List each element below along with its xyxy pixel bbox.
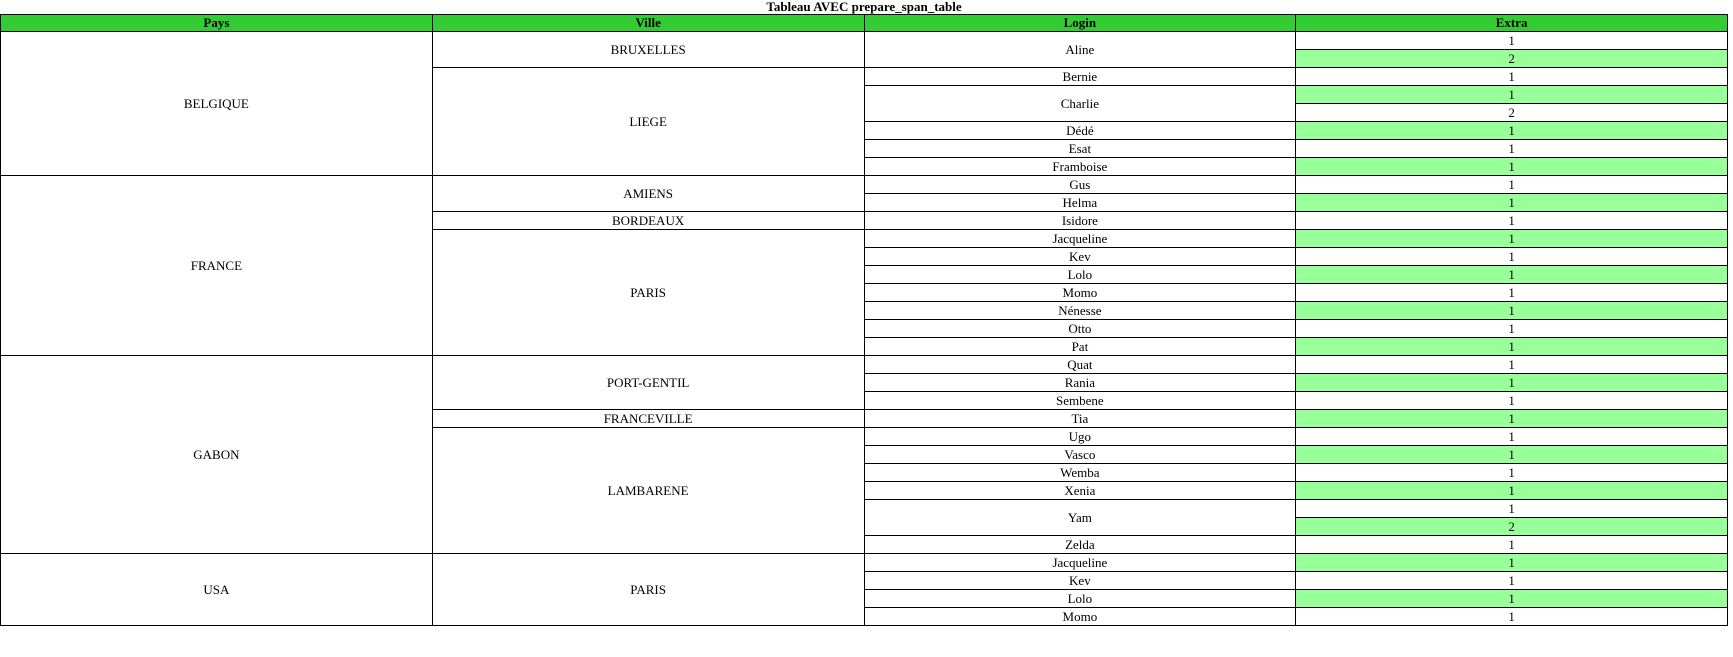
cell-ville: PARIS	[432, 554, 864, 626]
cell-login: Momo	[864, 608, 1296, 626]
table-row	[1, 176, 1728, 194]
cell-extra: 1	[1296, 302, 1728, 320]
cell-login: Nénesse	[864, 302, 1296, 320]
table-row	[1, 554, 1728, 572]
cell-extra: 1	[1296, 572, 1728, 590]
cell-extra: 1	[1296, 410, 1728, 428]
cell-extra: 1	[1296, 140, 1728, 158]
cell-extra: 1	[1296, 500, 1728, 518]
cell-extra: 1	[1296, 248, 1728, 266]
cell-pays: USA	[1, 554, 433, 626]
cell-extra: 1	[1296, 554, 1728, 572]
cell-ville: PARIS	[432, 230, 864, 356]
cell-extra: 1	[1296, 590, 1728, 608]
cell-extra: 1	[1296, 338, 1728, 356]
cell-extra: 1	[1296, 374, 1728, 392]
header-row	[1, 15, 1728, 32]
cell-extra: 1	[1296, 32, 1728, 50]
cell-extra: 1	[1296, 158, 1728, 176]
cell-login: Jacqueline	[864, 554, 1296, 572]
cell-ville: LAMBARENE	[432, 428, 864, 554]
cell-login: Tia	[864, 410, 1296, 428]
cell-login: Jacqueline	[864, 230, 1296, 248]
cell-pays: FRANCE	[1, 176, 433, 356]
column-header-extra: Extra	[1296, 15, 1728, 32]
cell-ville: BORDEAUX	[432, 212, 864, 230]
cell-extra: 1	[1296, 284, 1728, 302]
cell-login: Framboise	[864, 158, 1296, 176]
cell-login: Zelda	[864, 536, 1296, 554]
cell-ville: AMIENS	[432, 176, 864, 212]
cell-ville: LIEGE	[432, 68, 864, 176]
cell-extra: 1	[1296, 194, 1728, 212]
cell-login: Helma	[864, 194, 1296, 212]
cell-ville: FRANCEVILLE	[432, 410, 864, 428]
cell-login: Esat	[864, 140, 1296, 158]
column-header-ville: Ville	[432, 15, 864, 32]
cell-ville: BRUXELLES	[432, 32, 864, 68]
cell-extra: 1	[1296, 482, 1728, 500]
cell-extra: 1	[1296, 266, 1728, 284]
table-caption: Tableau AVEC prepare_span_table	[766, 0, 962, 14]
cell-login: Kev	[864, 572, 1296, 590]
cell-login: Charlie	[864, 86, 1296, 122]
span-table	[0, 14, 1728, 626]
cell-login: Quat	[864, 356, 1296, 374]
cell-login: Isidore	[864, 212, 1296, 230]
cell-extra: 2	[1296, 104, 1728, 122]
cell-login: Yam	[864, 500, 1296, 536]
cell-login: Aline	[864, 32, 1296, 68]
cell-extra: 1	[1296, 356, 1728, 374]
cell-login: Dédé	[864, 122, 1296, 140]
cell-extra: 1	[1296, 608, 1728, 626]
cell-login: Pat	[864, 338, 1296, 356]
column-header-pays: Pays	[1, 15, 433, 32]
cell-login: Rania	[864, 374, 1296, 392]
cell-login: Lolo	[864, 590, 1296, 608]
cell-extra: 1	[1296, 536, 1728, 554]
cell-login: Momo	[864, 284, 1296, 302]
cell-login: Lolo	[864, 266, 1296, 284]
cell-login: Wemba	[864, 464, 1296, 482]
cell-login: Xenia	[864, 482, 1296, 500]
cell-pays: BELGIQUE	[1, 32, 433, 176]
column-header-login: Login	[864, 15, 1296, 32]
cell-extra: 1	[1296, 122, 1728, 140]
cell-login: Kev	[864, 248, 1296, 266]
cell-extra: 1	[1296, 68, 1728, 86]
cell-login: Ugo	[864, 428, 1296, 446]
cell-login: Gus	[864, 176, 1296, 194]
cell-extra: 2	[1296, 518, 1728, 536]
cell-extra: 1	[1296, 230, 1728, 248]
cell-login: Otto	[864, 320, 1296, 338]
cell-extra: 1	[1296, 86, 1728, 104]
cell-extra: 1	[1296, 212, 1728, 230]
cell-extra: 1	[1296, 176, 1728, 194]
cell-extra: 1	[1296, 446, 1728, 464]
cell-ville: PORT-GENTIL	[432, 356, 864, 410]
table-body	[1, 32, 1728, 626]
cell-extra: 1	[1296, 320, 1728, 338]
cell-extra: 1	[1296, 464, 1728, 482]
cell-login: Sembene	[864, 392, 1296, 410]
cell-extra: 1	[1296, 428, 1728, 446]
table-row	[1, 32, 1728, 50]
table-row	[1, 356, 1728, 374]
cell-extra: 1	[1296, 392, 1728, 410]
cell-pays: GABON	[1, 356, 433, 554]
cell-login: Bernie	[864, 68, 1296, 86]
cell-extra: 2	[1296, 50, 1728, 68]
cell-login: Vasco	[864, 446, 1296, 464]
